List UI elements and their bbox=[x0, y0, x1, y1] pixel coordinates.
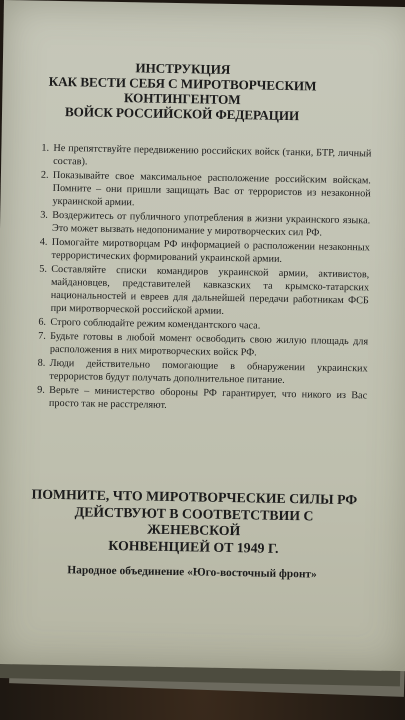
item-text: Будьте готовы в любой момент освободить свою жилую площадь для расположения в них миротворческих войск РФ. bbox=[49, 330, 369, 359]
title-line: КОНТИНГЕНТОМ bbox=[123, 90, 241, 108]
title-line: ВОЙСК РОССИЙСКОЙ ФЕДЕРАЦИИ bbox=[64, 104, 300, 124]
item-number: 6. bbox=[38, 316, 47, 328]
item-text: Показывайте свое максимальное расположение российским войскам. Помните – они пришли защищать Вас от террористов из незаконной украинской армии. bbox=[52, 169, 371, 209]
item-number: 2. bbox=[40, 169, 49, 181]
item-number: 4. bbox=[39, 236, 48, 248]
item-number: 9. bbox=[37, 384, 45, 396]
item-number: 5. bbox=[39, 263, 48, 275]
item-text: Строго соблюдайте режим комендантского часа. bbox=[50, 316, 261, 332]
list-item bbox=[40, 169, 371, 214]
item-text: Не препятствуйте передвижению российских войск (танки, БТР, личный состав). bbox=[53, 142, 372, 168]
instruction-list bbox=[37, 142, 372, 417]
item-text: Составляйте списки командиров украинской армии, активистов, майдановцев, представителей кавказских та крымско-татарских национальностей и евреев для дальнейшей передачи работникам ФСБ при миротворческой российской армии. bbox=[50, 263, 370, 317]
document-title bbox=[32, 59, 333, 124]
item-text: Помогайте миротворцам РФ информацией о расположении незаконных террористических формирований украинской армии. bbox=[51, 236, 370, 265]
list-item bbox=[37, 384, 367, 416]
item-number: 1. bbox=[41, 142, 50, 154]
item-text: Люди действительно помогающие в обнаружении украинских террористов будут получать дополнительное питание. bbox=[49, 357, 368, 386]
warning-line: КОНВЕНЦИЕЙ ОТ 1949 Г. bbox=[108, 537, 279, 556]
item-number: 3. bbox=[40, 209, 48, 221]
item-number: 7. bbox=[38, 330, 46, 342]
item-text: Верьте – министерство обороны РФ гарантирует, что никого из Вас просто так не расстреляют. bbox=[48, 384, 368, 411]
geneva-warning bbox=[30, 487, 357, 559]
title-line: КАК ВЕСТИ СЕБЯ С МИРОТВОРЧЕСКИМ bbox=[48, 73, 317, 94]
warning-line: ДЕЙСТВУЮТ В СООТВЕТСТВИИ С ЖЕНЕВСКОЙ bbox=[74, 503, 314, 539]
item-text: Воздержитесь от публичного употребления в жизни украинского языка. Это может вызвать недопонимание у миротворческих сил РФ. bbox=[51, 209, 371, 239]
item-number: 8. bbox=[37, 357, 46, 369]
warning-line: ПОМНИТЕ, ЧТО МИРОТВОРЧЕСКИЕ СИЛЫ РФ bbox=[31, 486, 358, 508]
list-item bbox=[39, 263, 370, 321]
title-line: ИНСТРУКЦИЯ bbox=[135, 60, 231, 77]
signature: Народное объединение «Юго-восточный фронт» bbox=[67, 564, 317, 581]
